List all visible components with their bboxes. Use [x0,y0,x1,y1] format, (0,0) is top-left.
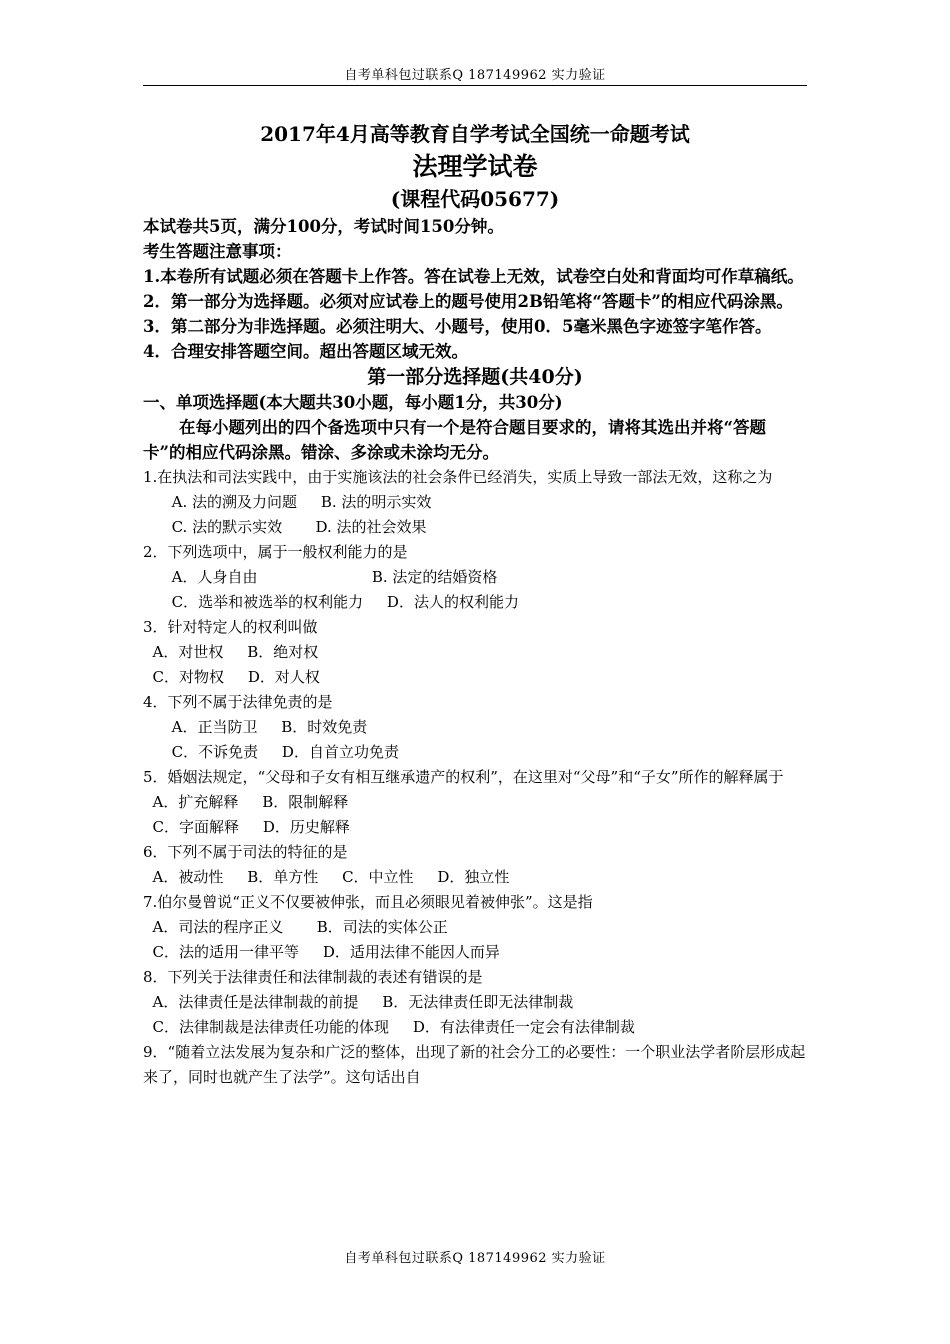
question-stem: 3．针对特定人的权利叫做 [143,618,318,636]
question-options: A．人身自由 B. 法定的结婚资格 [143,568,498,586]
question-stem: 7.伯尔曼曾说“正义不仅要被伸张，而且必须眼见着被伸张”。这是指 [143,893,593,911]
notice-item: 1.本卷所有试题必须在答题卡上作答。答在试卷上无效，试卷空白处和背面均可作草稿纸。 [143,267,804,286]
question-options: A. 法的溯及力问题 B. 法的明示实效 [143,493,432,511]
header-text: 自考单科包过联系Q 187149962 实力验证 [344,68,606,83]
notice-item: 4．合理安排答题空间。超出答题区域无效。 [143,342,468,361]
question-options: A．被动性 B．单方性 C．中立性 D．独立性 [143,868,510,886]
question-8 [143,965,807,1040]
question-3 [143,615,807,690]
question-4 [143,690,807,765]
question-options: C．选举和被选举的权利能力 D．法人的权利能力 [143,593,519,611]
question-9 [143,1040,807,1090]
question-stem: 9．“随着立法发展为复杂和广泛的整体，出现了新的社会分工的必要性：一个职业法学者阶层形成起来了，同时也就产生了法学”。这句话出自 [143,1043,806,1086]
question-stem: 6．下列不属于司法的特征的是 [143,843,348,861]
question-2 [143,540,807,615]
exam-content [143,118,807,1090]
question-7 [143,890,807,965]
notice-item: 2．第一部分为选择题。必须对应试卷上的题号使用2B铅笔将“答题卡”的相应代码涂黑。 [143,292,793,311]
exam-subject: 法理学试卷 [412,152,538,181]
page-footer: 自考单科包过联系Q 187149962 实力验证 [344,1251,606,1266]
question-stem: 1.在执法和司法实践中，由于实施该法的社会条件已经消失，实质上导致一部法无效，这称之为 [143,468,773,486]
part1-heading: 第一部分选择题(共40分) [367,366,583,388]
question-options: C．对物权 D．对人权 [143,668,320,686]
question-options: A．扩充解释 B．限制解释 [143,793,349,811]
question-options: A．对世权 B．绝对权 [143,643,319,661]
question-options: A．正当防卫 B．时效免责 [143,718,368,736]
header-divider [143,85,807,86]
question-stem: 8．下列关于法律责任和法律制裁的表述有错误的是 [143,968,483,986]
question-stem: 5．婚姻法规定，“父母和子女有相互继承遗产的权利”，在这里对“父母”和“子女”所作的解释属于 [143,768,784,786]
exam-summary: 本试卷共5页，满分100分，考试时间150分钟。 [143,217,504,236]
question-options: C．不诉免责 D．自首立功免责 [143,743,399,761]
notice-item: 3．第二部分为非选择题。必须注明大、小题号，使用0．5毫米黑色字迹签字笔作答。 [143,317,772,336]
section-heading: 一、单项选择题(本大题共30小题，每小题1分，共30分) [143,393,563,412]
exam-title: 2017年4月高等教育自学考试全国统一命题考试 [260,122,690,146]
question-options: C. 法的默示实效 D. 法的社会效果 [143,518,427,536]
question-stem: 4．下列不属于法律免责的是 [143,693,333,711]
question-options: C．字面解释 D．历史解释 [143,818,350,836]
notice-heading: 考生答题注意事项： [143,242,292,261]
question-1 [143,465,807,540]
question-options: A．司法的程序正义 B．司法的实体公正 [143,918,448,936]
section-instruction: 在每小题列出的四个备选项中只有一个是符合题目要求的，请将其选出并将“答题卡”的相应代码涂黑。错涂、多涂或未涂均无分。 [143,418,766,462]
question-stem: 2．下列选项中，属于一般权利能力的是 [143,543,408,561]
question-6 [143,840,807,890]
question-options: A．法律责任是法律制裁的前提 B．无法律责任即无法律制裁 [143,993,574,1011]
question-5 [143,765,807,840]
question-options: C．法律制裁是法律责任功能的体现 D．有法律责任一定会有法律制裁 [143,1018,635,1036]
question-options: C．法的适用一律平等 D．适用法律不能因人而异 [143,943,500,961]
course-code: (课程代码05677) [390,187,560,211]
